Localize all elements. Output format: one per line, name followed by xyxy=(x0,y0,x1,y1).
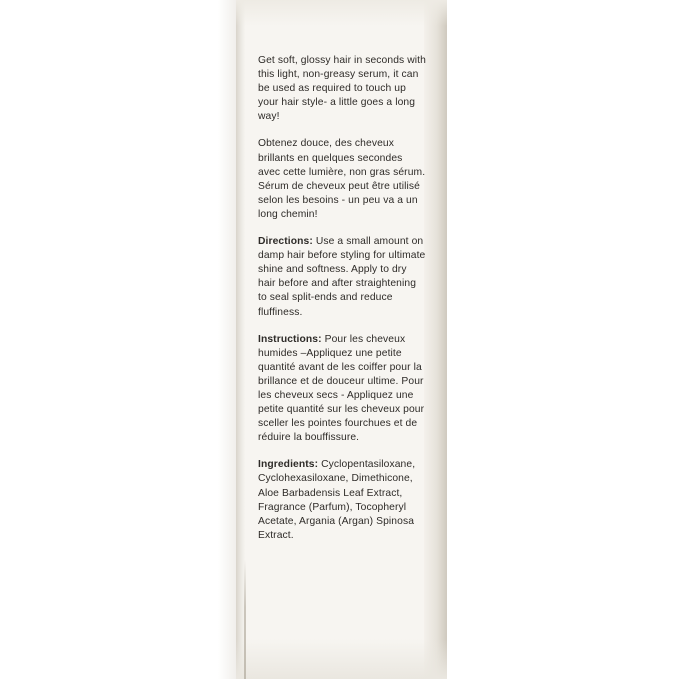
instructions-label: Instructions: xyxy=(258,333,322,345)
carton-bottom-shading xyxy=(236,639,447,679)
description-fr-text: Obtenez douce, des cheveux brillants en quelques secondes avec cette lumière, non gras sérum. Sérum de cheveux peut être utilisé selon les besoins - un peu va a un long chemin! xyxy=(258,138,426,220)
ingredients-label: Ingredients: xyxy=(258,459,319,471)
carton-right-side-panel xyxy=(424,0,447,679)
carton-fold-crease xyxy=(244,560,246,679)
description-en-text: Get soft, glossy hair in seconds with this light, non-greasy serum, it can be used as required to touch up your hair style- a little goes a long way! xyxy=(258,55,426,123)
paragraph-ingredients xyxy=(258,458,426,543)
carton-top-shading xyxy=(236,0,447,26)
paragraph-description-fr xyxy=(258,137,426,222)
directions-label: Directions: xyxy=(258,236,313,248)
directions-text: Use a small amount on damp hair before styling for ultimate shine and softness. Apply to dry hair before and after straightening to seal split-ends and reduce fluffiness. xyxy=(258,236,426,318)
carton-back-panel-text xyxy=(258,54,426,543)
background-shadow xyxy=(218,0,238,679)
paragraph-description-en xyxy=(258,54,426,124)
ingredients-text: Cyclopentasiloxane, Cyclohexasiloxane, Dimethicone, Aloe Barbadensis Leaf Extract, Fragrance (Parfum), Tocopheryl Acetate, Argania (Argan) Spinosa Extract. xyxy=(258,459,416,541)
paragraph-directions-en xyxy=(258,235,426,320)
paragraph-instructions-fr xyxy=(258,333,426,446)
instructions-text: Pour les cheveux humides –Appliquez une petite quantité avant de les coiffer pour la brillance et de douceur ultime. Pour les cheveux secs - Appliquez une petite quantité sur les cheveux pour sceller les pointes fourchues et de réduire la bouffissure. xyxy=(258,333,425,444)
